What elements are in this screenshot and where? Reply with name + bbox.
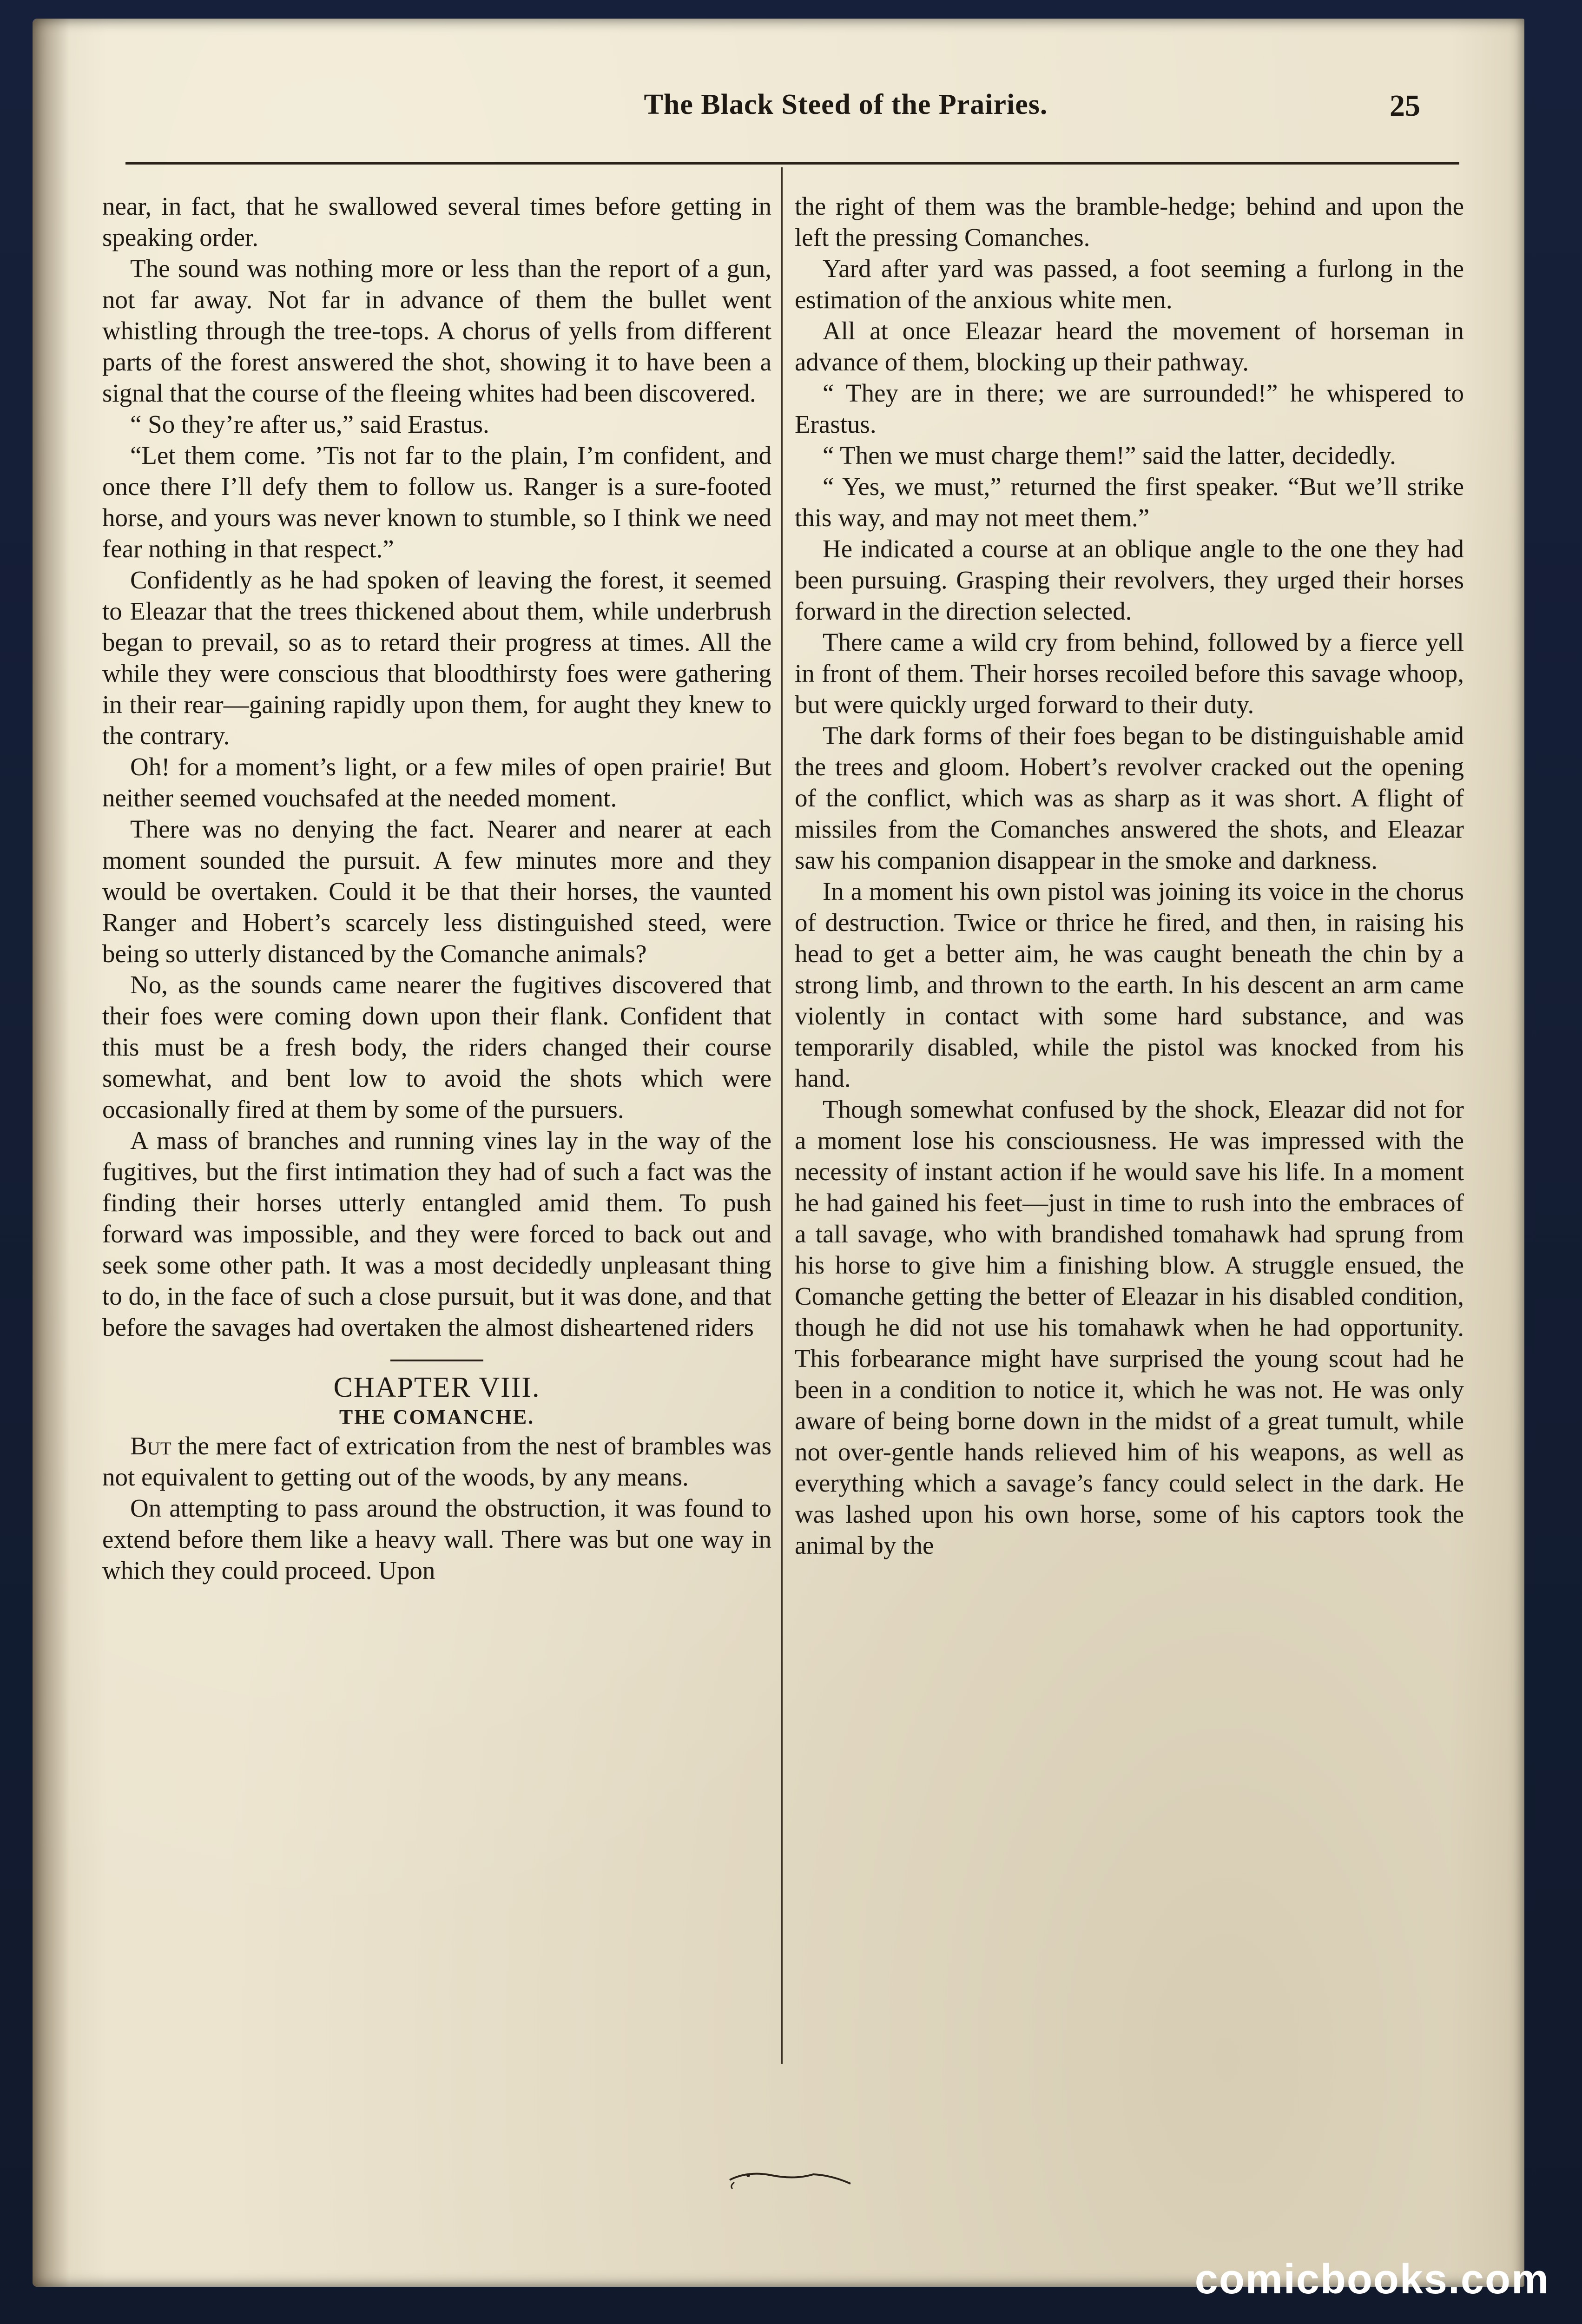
- paragraph: The dark forms of their foes began to be distinguishable amid the trees and gloom. Hobert’s revolver cracked out the opening of the conflict, which was as sharp as it was short. A flight of missiles from the Comanches answered the shots, and Eleazar saw his companion disappear in the smoke and darkness.: [795, 721, 1464, 874]
- paragraph: There came a wild cry from behind, followed by a fierce yell in front of them. Their horses recoiled before this savage whoop, but were quickly urged forward to their duty.: [795, 628, 1464, 719]
- watermark-logo: comicbooks.com: [1194, 2256, 1549, 2303]
- paragraph: Yard after yard was passed, a foot seeming a furlong in the estimation of the anxious white men.: [795, 254, 1464, 314]
- paragraph: Oh! for a moment’s light, or a few miles of open prairie! But neither seemed vouchsafed at the needed moment.: [102, 753, 771, 812]
- paragraph-text: the mere fact of extrication from the nest of brambles was not equivalent to getting out of the woods, by any means.: [102, 1432, 771, 1491]
- book-page: [33, 19, 1524, 2287]
- paragraph: near, in fact, that he swallowed several times before getting in speaking order.: [102, 192, 771, 251]
- paragraph: “ So they’re after us,” said Erastus.: [130, 410, 489, 438]
- paragraph: On attempting to pass around the obstruction, it was found to extend before them like a heavy wall. There was but one way in which they could proceed. Upon: [102, 1494, 771, 1585]
- paragraph: The sound was nothing more or less than the report of a gun, not far away. Not far in advance of them the bullet went whistling through the tree-tops. A chorus of yells from different parts of the forest answered the shot, showing it to have been a signal that the course of the fleeing whites had been discovered.: [102, 254, 771, 407]
- paragraph: “ Yes, we must,” returned the first speaker. “But we’ll strike this way, and may not meet them.”: [795, 472, 1464, 532]
- paragraph: “Let them come. ’Tis not far to the plain, I’m confident, and once there I’ll defy them to follow us. Ranger is a sure-footed horse, and yours was never known to stumble, so I think we need fear nothing in that respect.”: [102, 441, 771, 563]
- right-column: [795, 191, 1464, 1561]
- paragraph: Though somewhat confused by the shock, Eleazar did not for a moment lose his consciousness. He was impressed with the necessity of instant action if he would save his life. In a moment he had gained his feet—just in time to rush into the embraces of a tall savage, who with brandished tomahawk had sprung from his horse to give him a finishing blow. A struggle ensued, the Comanche getting the better of Eleazar in his disabled condition, though he did not use his tomahawk when he had opportunity. This forbearance might have surprised the young scout had he been in a condition to notice it, which he was not. He was only aware of being borne down in the midst of a great tumult, while not over-gentle hands relieved him of his weapons, as well as everything which a savage’s fancy could select in the dark. He was lashed upon his own horse, some of his captors took the animal by the: [795, 1095, 1464, 1559]
- chapter-subtitle: THE COMANCHE.: [339, 1406, 535, 1428]
- paragraph: Confidently as he had spoken of leaving the forest, it seemed to Eleazar that the trees thickened about them, while underbrush began to prevail, so as to retard their progress at times. All the while they were conscious that bloodthirsty foes were gathering in their rear—gaining rapidly upon them, for aught they knew to the contrary.: [102, 566, 771, 750]
- paragraph: There was no denying the fact. Nearer and nearer at each moment sounded the pursuit. A few minutes more and they would be overtaken. Could it be that their horses, the vaunted Ranger and Hobert’s scarcely less distinguished steed, were being so utterly distanced by the Comanche animals?: [102, 815, 771, 968]
- paragraph: All at once Eleazar heard the movement of horseman in advance of them, blocking up their pathway.: [795, 317, 1464, 376]
- ornament-flourish-icon: [720, 2161, 860, 2189]
- lead-word: But: [130, 1432, 171, 1460]
- chapter-rule: [390, 1360, 483, 1361]
- column-divider: [781, 167, 783, 2064]
- running-head-title: The Black Steed of the Prairies.: [644, 89, 1048, 120]
- paragraph: He indicated a course at an oblique angle to the one they had been pursuing. Grasping their revolvers, they urged their horses forward in the direction selected.: [795, 535, 1464, 625]
- paragraph: the right of them was the bramble-hedge; behind and upon the left the pressing Comanches.: [795, 192, 1464, 251]
- paragraph: “ They are in there; we are surrounded!” he whispered to Erastus.: [795, 379, 1464, 438]
- paragraph: “ Then we must charge them!” said the latter, decidedly.: [823, 441, 1396, 469]
- header-rule: [125, 162, 1459, 165]
- left-column: [102, 191, 771, 1586]
- spine-shadow: [33, 19, 70, 2287]
- paragraph: In a moment his own pistol was joining its voice in the chorus of destruction. Twice or thrice he fired, and then, in raising his head to get a better aim, he was caught beneath the chin by a strong limb, and thrown to the earth. In his descent an arm came violently in contact with some hard substance, and was temporarily disabled, while the pistol was knocked from his hand.: [795, 877, 1464, 1092]
- chapter-heading: [102, 1360, 771, 1430]
- chapter-title: CHAPTER VIII.: [333, 1372, 541, 1403]
- page-number: 25: [1390, 89, 1420, 123]
- paragraph: A mass of branches and running vines lay in the way of the fugitives, but the first intimation they had of such a fact was the finding their horses utterly entangled amid them. To push forward was impossible, and they were forced to back out and seek some other path. It was a most decidedly unpleasant thing to do, in the face of such a close pursuit, but it was done, and that before the savages had overtaken the almost disheartened riders: [102, 1126, 771, 1341]
- paragraph: No, as the sounds came nearer the fugitives discovered that their foes were coming down upon their flank. Confident that this must be a fresh body, the riders changed their course somewhat, and bent low to avoid the shots which were occasionally fired at them by some of the pursuers.: [102, 971, 771, 1123]
- chapter-opening-paragraph: [102, 1430, 771, 1492]
